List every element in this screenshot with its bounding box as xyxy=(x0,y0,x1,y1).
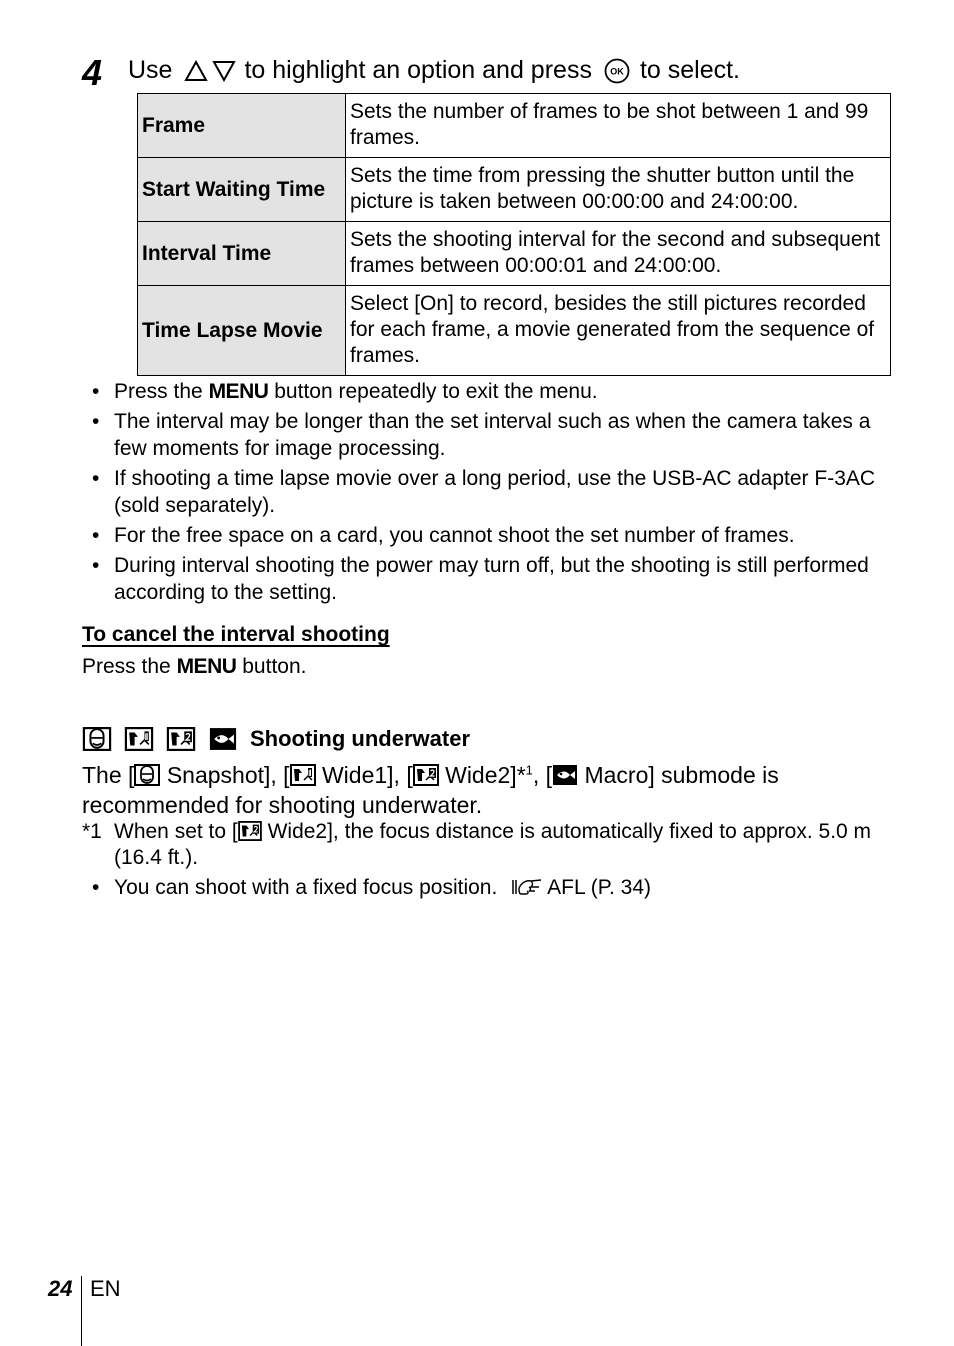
option-name: Frame xyxy=(138,94,346,158)
footnote-ref: 1 xyxy=(525,762,533,778)
option-name: Time Lapse Movie xyxy=(138,286,346,376)
paragraph-text: Wide1], [ xyxy=(321,762,413,788)
footnote-text: Wide2], the focus distance is automatically fixed to approx. 5.0 m (16.4 ft.). xyxy=(114,820,872,869)
table-row xyxy=(138,286,891,376)
underwater-wide2-icon xyxy=(413,764,439,786)
underwater-heading xyxy=(82,726,470,752)
footer-divider xyxy=(81,1276,82,1346)
page-reference-link: AFL (P. 34) xyxy=(547,876,652,899)
bullet-text: You can shoot with a fixed focus position. xyxy=(114,876,498,899)
footnote-mark: *1 xyxy=(82,820,102,843)
list-item: • The interval may be longer than the set interval such as when the camera takes a few moments for image processing. xyxy=(82,408,882,462)
svg-text:OK: OK xyxy=(610,66,624,76)
step-number: 4 xyxy=(82,52,103,93)
option-description: Select [On] to record, besides the still pictures recorded for each frame, a movie generated from the sequence of frames. xyxy=(346,286,891,376)
up-triangle-icon xyxy=(184,60,208,82)
cancel-body xyxy=(82,655,306,679)
paragraph-text: Macro] submode is recommended for shooting underwater. xyxy=(82,762,779,818)
footnote xyxy=(82,819,882,871)
underwater-heading-text: Shooting underwater xyxy=(250,726,470,751)
step-text xyxy=(128,56,740,85)
list-item xyxy=(82,874,882,901)
footnote-text: When set to [ xyxy=(114,820,238,843)
underwater-snapshot-icon xyxy=(82,727,112,751)
table-row xyxy=(138,222,891,286)
menu-button-label: MENU xyxy=(176,655,237,678)
options-table xyxy=(137,93,891,376)
underwater-paragraph xyxy=(82,760,882,820)
notes-list xyxy=(82,378,882,609)
option-description: Sets the time from pressing the shutter button until the picture is taken between 00:00:00 and 24:00:00. xyxy=(346,158,891,222)
option-description: Sets the number of frames to be shot between 1 and 99 frames. xyxy=(346,94,891,158)
underwater-wide2-icon xyxy=(166,727,196,751)
down-triangle-icon xyxy=(212,60,236,82)
underwater-wide1-icon xyxy=(124,727,154,751)
up-down-triangle-icons xyxy=(184,60,236,82)
step-text-use: Use xyxy=(128,56,173,84)
paragraph-text: , [ xyxy=(532,762,553,788)
option-name: Start Waiting Time xyxy=(138,158,346,222)
underwater-wide2-icon xyxy=(238,821,262,841)
page-reference-icon xyxy=(511,876,545,898)
underwater-macro-icon xyxy=(552,764,578,786)
underwater-snapshot-icon xyxy=(134,764,160,786)
language-label: EN xyxy=(90,1276,121,1301)
cancel-heading: To cancel the interval shooting xyxy=(82,623,390,646)
table-row xyxy=(138,94,891,158)
paragraph-text: The [ xyxy=(82,762,135,788)
step-text-end: to select. xyxy=(639,56,741,84)
underwater-wide1-icon xyxy=(290,764,316,786)
ok-button-icon xyxy=(604,58,630,84)
paragraph-text: Snapshot], [ xyxy=(166,762,290,788)
menu-button-label: MENU xyxy=(208,380,269,403)
option-name: Interval Time xyxy=(138,222,346,286)
list-item: • During interval shooting the power may turn off, but the shooting is still performed according to the setting. xyxy=(82,552,882,606)
note-text: button repeatedly to exit the menu. xyxy=(274,380,598,403)
cancel-text: Press the xyxy=(82,655,171,678)
paragraph-text: Wide2]* xyxy=(445,762,526,788)
step-instruction xyxy=(82,52,902,92)
list-item: • For the free space on a card, you cannot shoot the set number of frames. xyxy=(82,522,882,549)
table-row xyxy=(138,158,891,222)
page-number: 24 xyxy=(48,1276,73,1301)
step-text-middle: to highlight an option and press xyxy=(244,56,592,84)
list-item xyxy=(82,378,882,405)
option-description: Sets the shooting interval for the second and subsequent frames between 00:00:01 and 24:00:00. xyxy=(346,222,891,286)
cancel-text: button. xyxy=(242,655,307,678)
underwater-macro-icon xyxy=(208,727,238,751)
note-text: Press the xyxy=(114,380,203,403)
list-item: • If shooting a time lapse movie over a long period, use the USB-AC adapter F-3AC (sold separately). xyxy=(82,465,882,519)
